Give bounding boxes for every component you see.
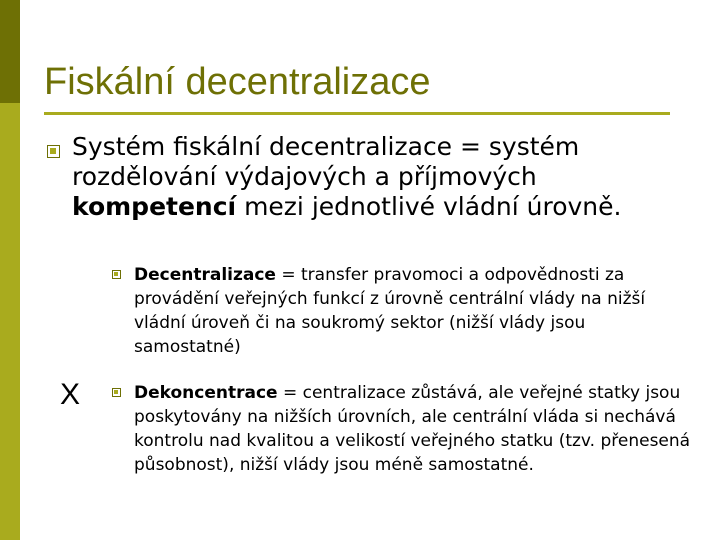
sub-bullet-body: = centralizace zůstává, ale veřejné statky jsou poskytovány na nižších úrovních, ale centrální vláda si nechává kontrolu nad kvalitou a velikostí veřejného statku (tzv. přenesená působnost), nižší vlády jsou méně samostatné. bbox=[134, 383, 691, 475]
sub-bullet-term: Decentralizace bbox=[134, 265, 276, 285]
square-bullet-icon bbox=[112, 388, 121, 397]
sub-bullet-term: Dekoncentrace bbox=[134, 383, 278, 403]
square-bullet-icon bbox=[47, 145, 60, 158]
sub-bullet-text bbox=[134, 263, 694, 359]
main-bullet-text-part: mezi jednotlivé vládní úrovně. bbox=[236, 192, 622, 221]
sub-bullet-body: = transfer pravomoci a odpovědnosti za provádění veřejných funkcí z úrovně centrální vlády na nižší vládní úroveň či na soukromý sektor (nižší vlády jsou samostatné) bbox=[134, 265, 646, 357]
main-bullet-text bbox=[72, 132, 702, 222]
sub-bullet-text bbox=[134, 381, 694, 477]
title-underline bbox=[44, 112, 670, 115]
side-bar-dark bbox=[0, 0, 20, 103]
square-bullet-icon bbox=[112, 270, 121, 279]
main-bullet-text-part: Systém fiskální decentralizace = systém rozdělování výdajových a příjmových bbox=[72, 132, 580, 191]
x-mark: X bbox=[60, 378, 81, 411]
slide-title: Fiskální decentralizace bbox=[44, 61, 431, 103]
side-bar-light bbox=[0, 103, 20, 540]
main-bullet-bold-term: kompetencí bbox=[72, 192, 237, 221]
